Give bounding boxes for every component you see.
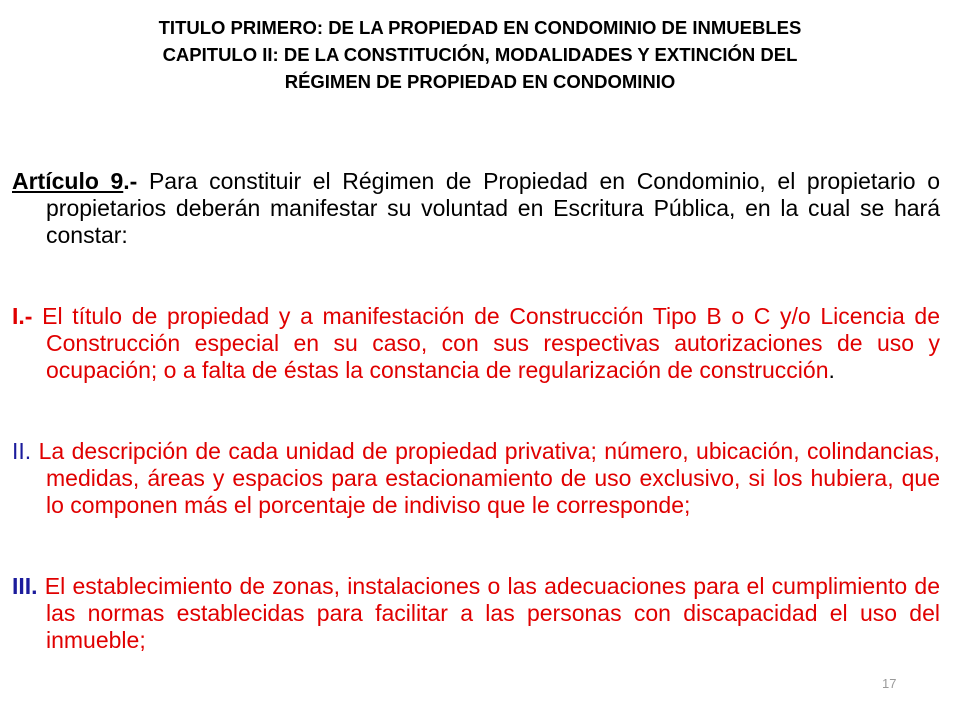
item-i-end: . [828,357,835,383]
title-line-2: CAPITULO II: DE LA CONSTITUCIÓN, MODALIDADES Y EXTINCIÓN DEL [162,44,798,65]
article-9-paragraph [12,168,940,249]
item-iii-paragraph [12,573,940,654]
article-label-suffix: .- [123,168,138,194]
title-line-3: RÉGIMEN DE PROPIEDAD EN CONDOMINIO [284,71,676,92]
item-i-numeral: I.- [12,303,33,329]
item-ii-paragraph [12,438,940,519]
page-number: 17 [882,676,897,691]
item-iii-text: El establecimiento de zonas, instalaciones o las adecuaciones para el cumplimiento de las normas establecidas para facilitar a las personas con discapacidad el uso del inmueble; [37,573,940,653]
article-label: Artículo 9 [12,168,124,194]
document-header [0,14,960,95]
document-body [12,168,940,654]
item-ii-numeral: II. [12,438,32,464]
title-line-1: TITULO PRIMERO: DE LA PROPIEDAD EN CONDOMINIO DE INMUEBLES [158,17,802,38]
article-text: Para constituir el Régimen de Propiedad en Condominio, el propietario o propietarios deberán manifestar su voluntad en Escritura Pública, en la cual se hará constar: [46,168,940,248]
item-ii-text: La descripción de cada unidad de propiedad privativa; número, ubicación, colindancias, medidas, áreas y espacios para estacionamiento de uso exclusivo, si los hubiera, que lo componen más el porcentaje de indiviso que le corresponde; [31,438,940,518]
item-i-text: El título de propiedad y a manifestación de Construcción Tipo B o C y/o Licencia de Construcción especial en su caso, con sus respectivas autorizaciones de uso y ocupación; o a falta de éstas la constancia de regularización de construcción [32,303,940,383]
item-iii-numeral: III. [12,573,38,599]
item-i-paragraph [12,303,940,384]
